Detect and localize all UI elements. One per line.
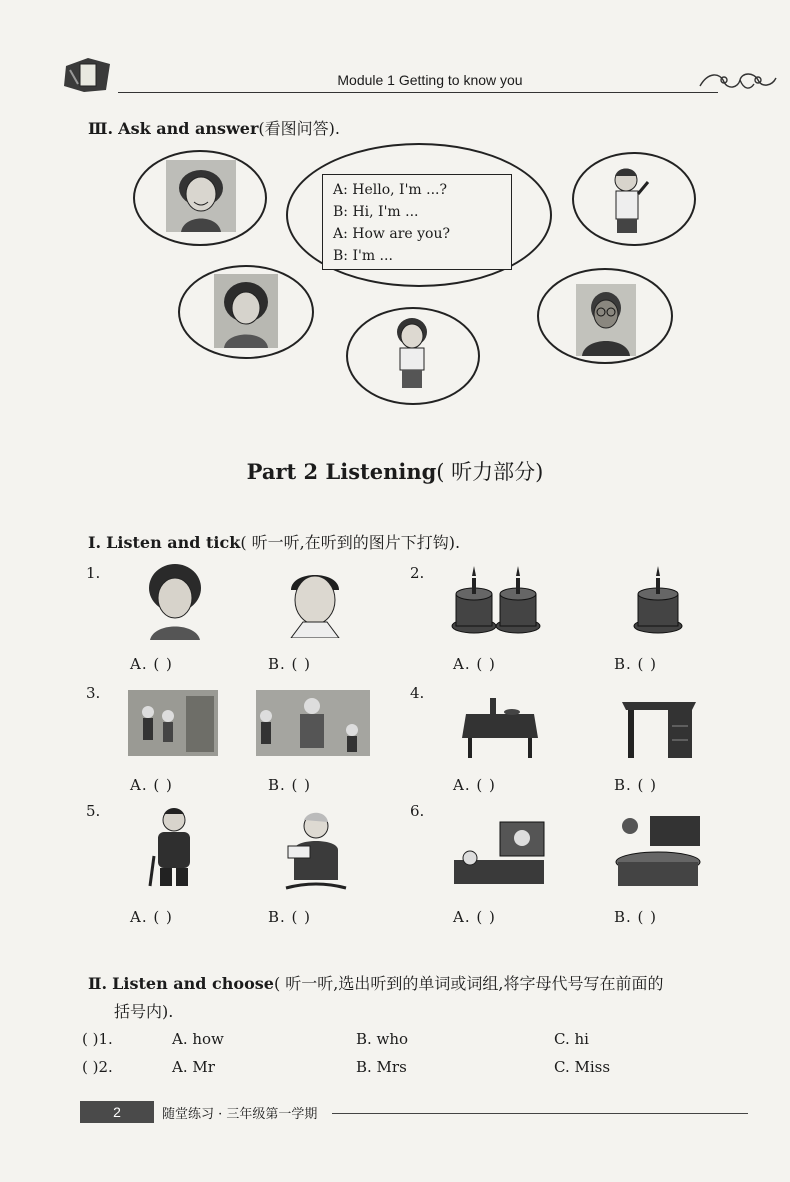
header-ornament-icon: [696, 68, 780, 94]
desk-image: [620, 698, 698, 760]
tick-item-4-num: 4.: [410, 684, 425, 702]
one-candle-cake-image: [630, 562, 686, 636]
section1-num: Ⅰ.: [88, 533, 102, 552]
choose-item-2-prefix[interactable]: ( )2.: [82, 1058, 113, 1076]
room-with-table-image: [612, 812, 704, 892]
section2-heading: [88, 970, 768, 1026]
header-rule: [118, 92, 718, 93]
tick-item-5-option-b[interactable]: B. ( ): [268, 908, 312, 926]
section2-subtitle-line2: 括号内).: [114, 1002, 174, 1021]
man-glasses-portrait-image: [576, 284, 636, 356]
section3-heading: [88, 116, 340, 139]
tick-item-5-num: 5.: [86, 802, 101, 820]
grandma-reading-image: [280, 810, 352, 890]
family-room-scene-image: [256, 690, 370, 756]
choose-item-2-option-a: A. Mr: [172, 1058, 215, 1076]
header-title: Module 1 Getting to know you: [337, 72, 523, 88]
footer-rule: [332, 1113, 748, 1114]
choose-item-2-option-c: C. Miss: [554, 1058, 611, 1076]
choose-item-1-prefix[interactable]: ( )1.: [82, 1030, 113, 1048]
part2-title-text: Part 2 Listening: [246, 459, 437, 484]
tick-item-2-option-b[interactable]: B. ( ): [614, 655, 658, 673]
dialogue-line-1: A: Hello, I'm ...?: [333, 182, 448, 198]
children-scene-image: [128, 690, 218, 756]
section1-title: Listen and tick: [106, 533, 241, 552]
tick-item-1-option-b[interactable]: B. ( ): [268, 655, 312, 673]
dialogue-line-4: B: I'm ...: [333, 248, 393, 264]
schoolgirl-image: [388, 314, 436, 394]
section1-subtitle: ( 听一听,在听到的图片下打钩).: [240, 533, 461, 552]
tick-item-4-option-a[interactable]: A. ( ): [453, 776, 496, 794]
section2-num: Ⅱ.: [88, 974, 108, 993]
woman-portrait-image: [214, 274, 278, 348]
tick-item-1-option-a[interactable]: A. ( ): [130, 655, 173, 673]
tick-item-5-option-a[interactable]: A. ( ): [130, 908, 173, 926]
tick-item-2-option-a[interactable]: A. ( ): [453, 655, 496, 673]
tick-item-3-option-b[interactable]: B. ( ): [268, 776, 312, 794]
tick-item-3-num: 3.: [86, 684, 101, 702]
old-man-with-cane-image: [144, 806, 206, 888]
choose-item-2-option-b: B. Mrs: [356, 1058, 407, 1076]
boy-waving-image: [604, 164, 654, 236]
part2-subtitle: ( 听力部分): [436, 460, 544, 484]
section3-title: Ask and answer: [118, 119, 259, 138]
section3-num: Ⅲ.: [88, 119, 114, 138]
table-with-cloth-image: [460, 694, 540, 760]
section2-subtitle: ( 听一听,选出听到的单词或词组,将字母代号写在前面的: [273, 974, 664, 993]
tick-item-6-num: 6.: [410, 802, 425, 820]
boy-face-image: [144, 562, 206, 640]
girl-portrait-image: [166, 160, 236, 232]
child-in-bed-window-image: [452, 820, 548, 886]
dialogue-box: [322, 174, 512, 270]
section3-subtitle: (看图问答).: [258, 119, 340, 138]
choose-item-1-option-b: B. who: [356, 1030, 409, 1048]
tick-item-6-option-a[interactable]: A. ( ): [453, 908, 496, 926]
two-candle-cakes-image: [448, 562, 544, 636]
tick-item-6-option-b[interactable]: B. ( ): [614, 908, 658, 926]
tick-item-4-option-b[interactable]: B. ( ): [614, 776, 658, 794]
dialogue-line-3: A: How are you?: [333, 226, 450, 242]
footer-book-title: 随堂练习 · 三年级第一学期: [162, 1107, 318, 1122]
part2-title: [0, 456, 790, 486]
tick-item-2-num: 2.: [410, 564, 425, 582]
tick-item-1-num: 1.: [86, 564, 101, 582]
header-book-icon: [62, 56, 114, 94]
choose-item-1-option-a: A. how: [172, 1030, 224, 1048]
page-number: 2: [80, 1101, 154, 1123]
dialogue-line-2: B: Hi, I'm ...: [333, 204, 419, 220]
tick-item-3-option-a[interactable]: A. ( ): [130, 776, 173, 794]
choose-item-1-option-c: C. hi: [554, 1030, 589, 1048]
section1-heading: [88, 530, 460, 553]
section2-title: Listen and choose: [112, 974, 274, 993]
man-face-image: [281, 566, 349, 638]
